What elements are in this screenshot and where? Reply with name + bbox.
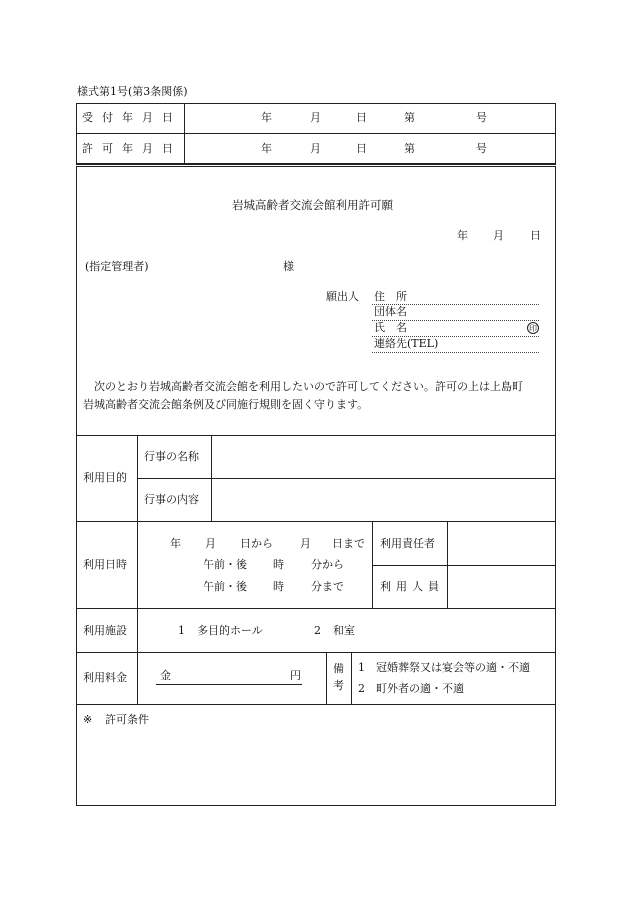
facility-option2-number: 2 (314, 624, 321, 637)
remark-1-number: 1 (358, 661, 365, 674)
facility-label: 利用施設 (83, 624, 127, 637)
receipt-dai: 第 (404, 111, 415, 124)
statement-line-2: 岩城高齢者交流会館条例及び同施行規則を固く守ります。 (83, 398, 369, 411)
manager-field[interactable] (448, 522, 555, 565)
conditions-label: 許可条件 (105, 713, 149, 726)
receipt-year-unit: 年 (261, 111, 272, 124)
range-from-day: 日から (240, 537, 273, 550)
facility-option1-number: 1 (178, 624, 185, 637)
event-content-field[interactable] (212, 479, 555, 521)
name-label: 氏 名 (374, 321, 407, 334)
permit-year-unit: 年 (261, 142, 272, 155)
conditions-field[interactable] (77, 730, 555, 805)
permit-day-unit: 日 (356, 142, 367, 155)
receipt-month-unit: 月 (310, 111, 321, 124)
range-to-day: 日まで (332, 537, 365, 550)
seal-mark: 印 (529, 324, 537, 333)
fee-amount-line[interactable] (156, 684, 302, 685)
start-hour-unit: 時 (273, 558, 284, 571)
range-month2-unit: 月 (300, 537, 311, 550)
honorific: 様 (283, 260, 294, 273)
remark-1: 冠婚葬祭又は宴会等の適・不適 (376, 661, 530, 674)
conditions-mark: ※ (83, 713, 93, 726)
start-minute-unit: 分から (311, 558, 344, 571)
application-day-unit: 日 (530, 229, 541, 242)
permit-go: 号 (476, 142, 487, 155)
end-ampm: 午前・後 (203, 580, 247, 593)
remarks-char-1: 備 (333, 662, 344, 675)
manager-label: 利用責任者 (380, 537, 435, 550)
start-ampm: 午前・後 (203, 558, 247, 571)
contact-label: 連絡先(TEL) (374, 337, 439, 350)
people-field[interactable] (448, 566, 555, 608)
applicant-label: 願出人 (326, 290, 359, 303)
end-minute-unit: 分まで (311, 580, 344, 593)
end-hour-unit: 時 (273, 580, 284, 593)
range-year-unit: 年 (170, 537, 181, 550)
remark-2-number: 2 (358, 682, 365, 695)
facility-option-japanese-room[interactable]: 和室 (333, 624, 355, 637)
permit-date-label: 許可年月日 (82, 142, 182, 155)
contact-line[interactable] (372, 352, 539, 353)
fee-kin: 金 (160, 669, 171, 682)
event-name-label: 行事の名称 (144, 450, 199, 463)
form-title: 岩城高齢者交流会館利用許可願 (232, 198, 393, 212)
addressee: (指定管理者) (85, 260, 149, 273)
datetime-label: 利用日時 (83, 558, 127, 571)
fee-label: 利用料金 (83, 671, 127, 684)
form-number: 様式第1号(第3条関係) (77, 85, 188, 98)
facility-option-hall[interactable]: 多目的ホール (197, 624, 263, 637)
receipt-go: 号 (476, 111, 487, 124)
group-label: 団体名 (374, 305, 407, 318)
event-name-field[interactable] (212, 436, 555, 478)
address-label: 住 所 (374, 290, 407, 303)
range-month1-unit: 月 (205, 537, 216, 550)
statement-line-1: 次のとおり岩城高齢者交流会館を利用したいので許可してください。許可の上は上島町 (94, 380, 523, 393)
receipt-date-label: 受付年月日 (82, 111, 182, 124)
people-label: 利用人員 (380, 580, 444, 593)
receipt-day-unit: 日 (356, 111, 367, 124)
application-month-unit: 月 (493, 229, 504, 242)
event-content-label: 行事の内容 (144, 493, 199, 506)
fee-yen: 円 (290, 669, 301, 682)
remarks-char-2: 考 (333, 679, 344, 692)
purpose-label: 利用目的 (83, 471, 127, 484)
permit-dai: 第 (404, 142, 415, 155)
permit-month-unit: 月 (310, 142, 321, 155)
remark-2: 町外者の適・不適 (376, 682, 464, 695)
application-year-unit: 年 (457, 229, 468, 242)
